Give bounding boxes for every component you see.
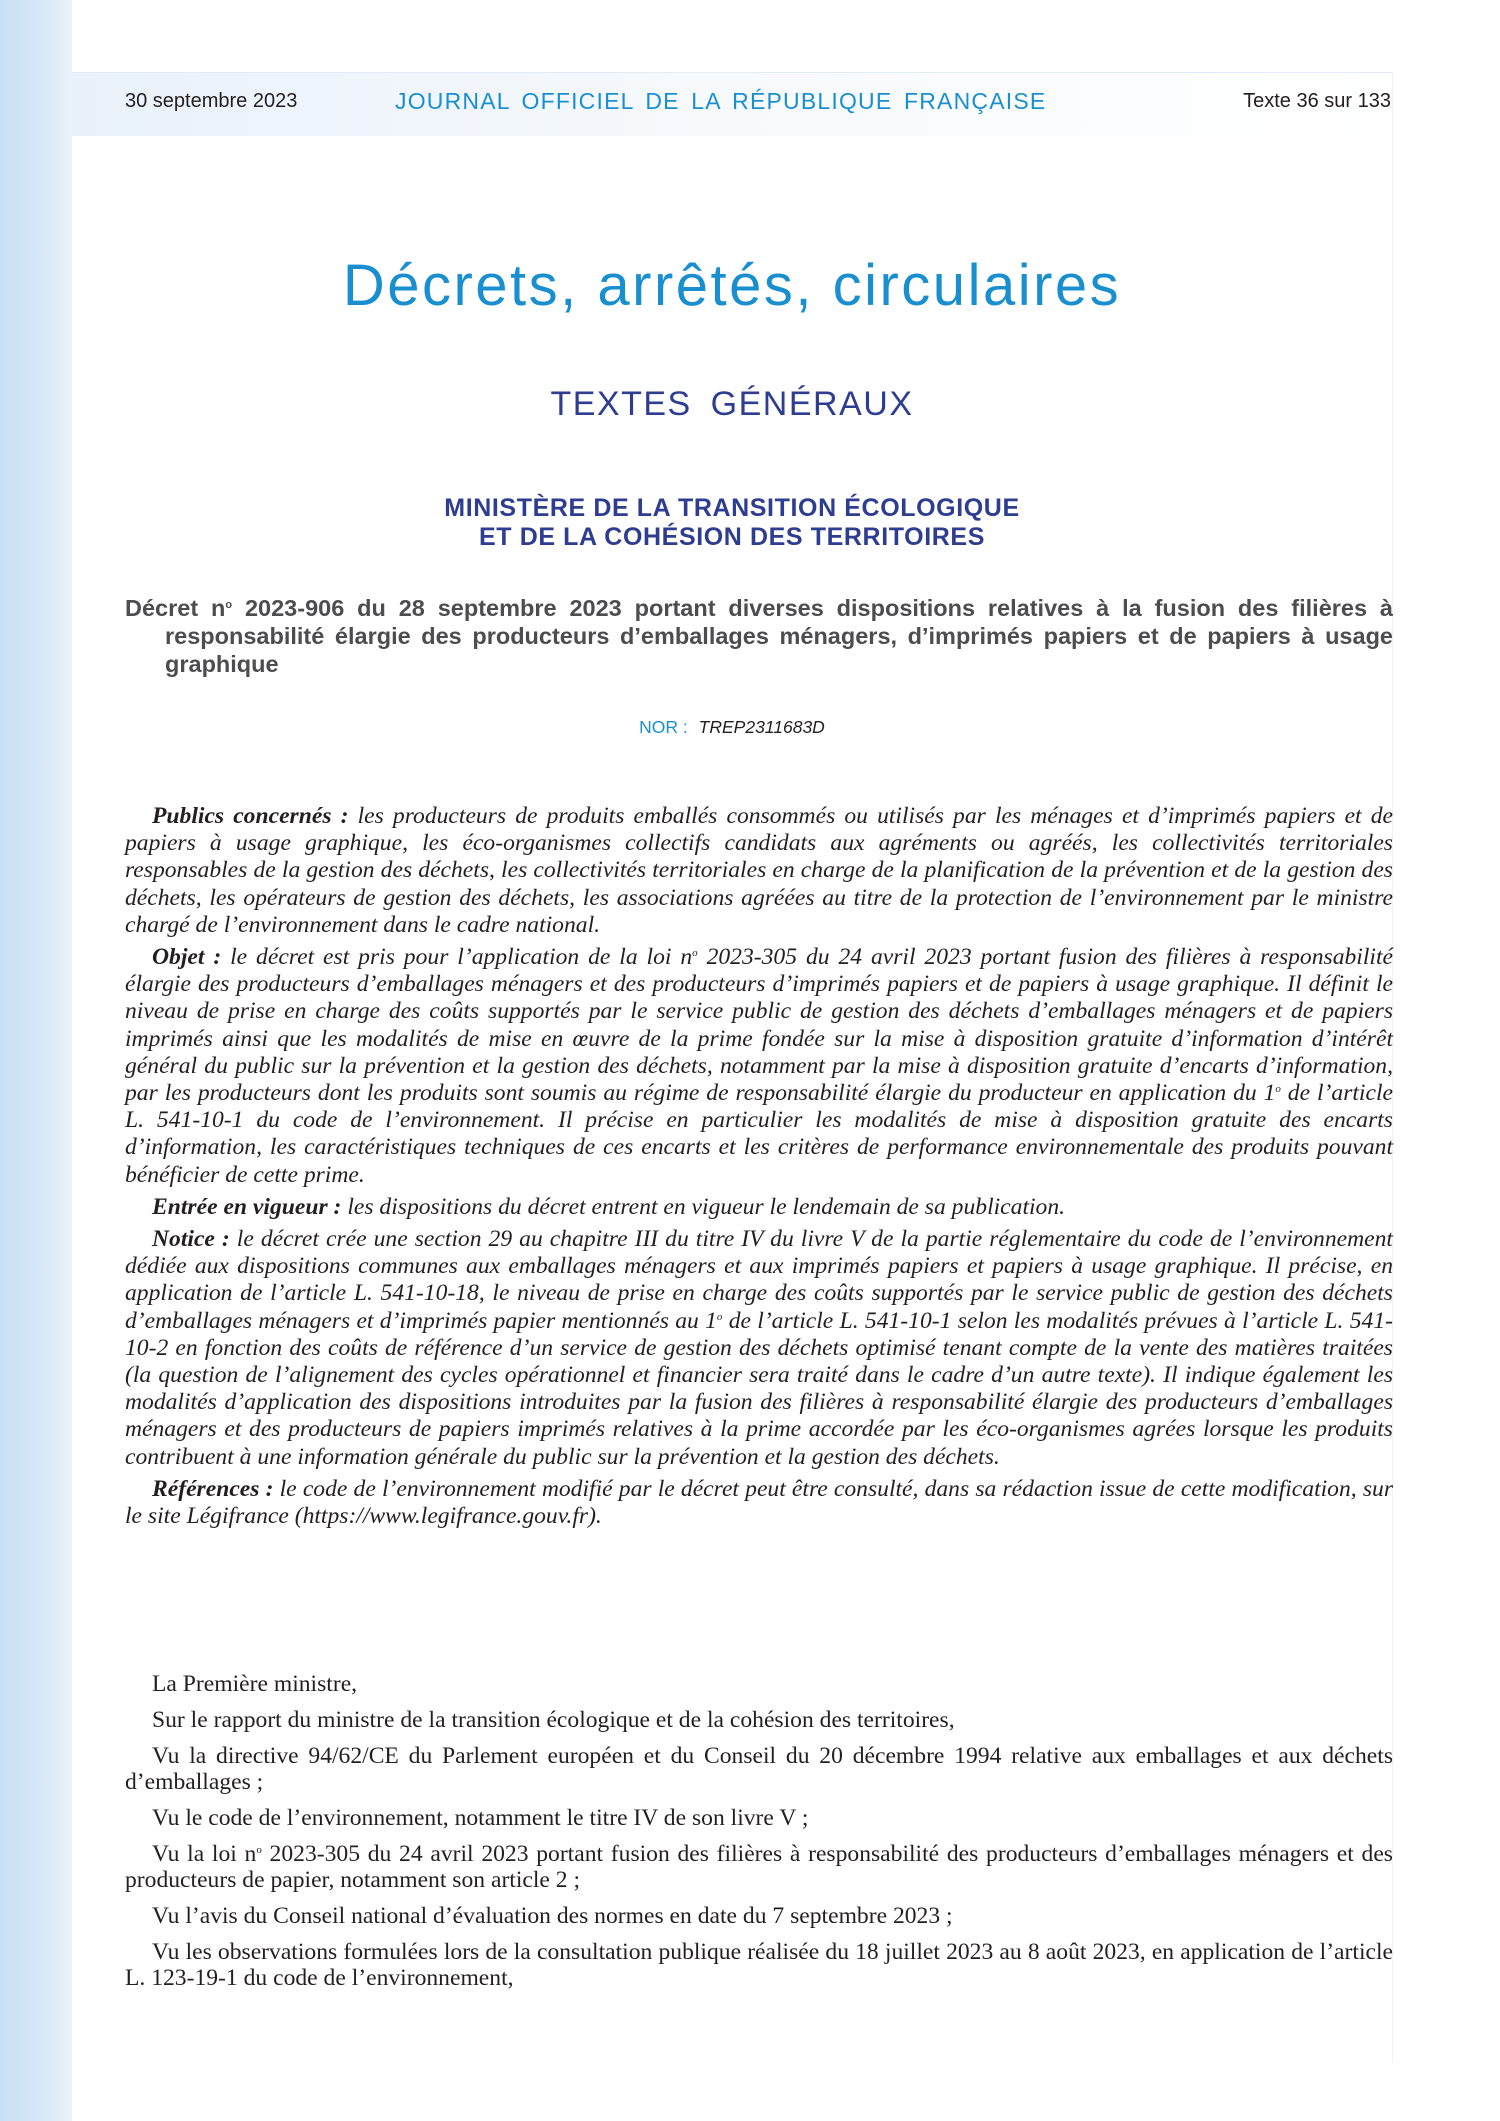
notice-label: Notice :	[152, 1226, 230, 1253]
body-paragraph: La Première ministre,	[152, 1671, 358, 1697]
decree-title-rest: 2023-906 du 28 septembre 2023 portant diverses dispositions relatives à la fusion des filières à responsabilité élargie des producteurs d’emballages ménagers, d’imprimés papiers et de papiers à usage graphique	[165, 595, 1393, 677]
ministry-name	[72, 494, 1392, 552]
section-title: TEXTES GÉNÉRAUX	[550, 385, 914, 423]
body-paragraph: Sur le rapport du ministre de la transition écologique et de la cohésion des territoires,	[152, 1707, 955, 1733]
body-p5-b: 2023-305 du 24 avril 2023 portant fusion des filières à responsabilité des producteurs d’emballages ménagers et des producteurs de papier, notamment son article 2 ;	[125, 1841, 1393, 1893]
objet-label: Objet :	[152, 944, 222, 971]
decree-title-sup: o	[225, 599, 233, 611]
summary-objet	[125, 944, 1393, 1189]
body-p5-sup: o	[256, 1844, 262, 1856]
body-p5-a: Vu la loi n	[152, 1841, 257, 1867]
body-paragraph: Vu la directive 94/62/CE du Parlement européen et du Conseil du 20 décembre 1994 relative aux emballages et aux déchets d’emballages ;	[125, 1743, 1393, 1795]
ministry-line-2: ET DE LA COHÉSION DES TERRITOIRES	[479, 523, 985, 551]
entree-label: Entrée en vigueur :	[152, 1193, 342, 1220]
objet-text-2: 2023-305 du 24 avril 2023 portant fusion des filières à responsabilité élargie des producteurs d’emballages ménagers et des producteurs d’imprimés papiers et de papiers à usage graphique. Il définit le niveau de prise en charge des coûts supportés par le service public de gestion des déchets d’emballages ménagers et de papiers imprimés ainsi que les modalités de mise en œuvre de la prime fondée sur la mise à disposition gratuite d’information d’intérêt général du public sur la prévention et la gestion des déchets, notamment par la mise à disposition gratuite d’encarts d’information, par les producteurs dont les produits sont soumis au régime de responsabilité élargie du producteur en application du 1	[125, 944, 1393, 1107]
nor-line	[72, 717, 1392, 738]
entree-text: les dispositions du décret entrent en vigueur le lendemain de sa publication.	[341, 1193, 1066, 1220]
text-number: Texte 36 sur 133	[1243, 90, 1391, 112]
body-paragraph: Vu les observations formulées lors de la consultation publique réalisée du 18 juillet 2023 au 8 août 2023, en application de l’article L. 123-19-1 du code de l’environnement,	[125, 1939, 1393, 1991]
summary-publics	[125, 803, 1393, 939]
body-paragraph	[125, 1841, 1393, 1893]
references-label: Références :	[152, 1475, 274, 1502]
publics-label: Publics concernés :	[152, 803, 349, 829]
references-text: le code de l’environnement modifié par le décret peut être consulté, dans sa rédaction issue de cette modification, sur le site Légifrance (https://www.legifrance.gouv.fr).	[125, 1475, 1393, 1530]
notice-text-2: de l’article L. 541-10-1 selon les modalités prévues à l’article L. 541-10-2 en fonction des coûts de référence d’un service de gestion des déchets optimisé tenant compte de la vente des matières traitées (la question de l’alignement des cycles opérationnel et financier sera traité dans le cadre d’un autre texte). Il indique également les modalités d’application des dispositions introduites par la fusion des filières à responsabilité élargie des producteurs d’emballages ménagers et des producteurs de papiers imprimés relatives à la prime accordée par les éco-organismes agrées lorsque les produits contribuent à une information générale du public sur la prévention et la gestion des déchets.	[125, 1307, 1393, 1470]
summary-references	[125, 1476, 1393, 1530]
main-title: Décrets, arrêtés, circulaires	[342, 253, 1122, 318]
decree-title	[125, 594, 1393, 678]
objet-text-1: le décret est pris pour l’application de la loi n	[221, 944, 693, 971]
decree-body	[125, 1671, 1393, 2001]
publics-text: les producteurs de produits emballés consommés ou utilisés par les ménages et d’imprimés papiers et de papiers à usage graphique, les éco-organismes collectifs candidats aux agréments ou agréés, les collectivités territoriales responsables de la gestion des déchets, les collectivités territoriales en charge de la planification de la prévention et de la gestion des déchets, les opérateurs de gestion des déchets, les associations agréées au titre de la protection de l’environnement par le ministre chargé de l’environnement dans le cadre national.	[125, 803, 1393, 938]
nor-label: NOR :	[639, 717, 688, 737]
header-date: 30 septembre 2023	[125, 90, 298, 112]
decree-title-prefix: Décret n	[125, 595, 226, 621]
page-header	[125, 86, 1391, 116]
summary-notice	[125, 1226, 1393, 1471]
notice-sup: o	[716, 1310, 723, 1323]
left-margin-band	[0, 0, 72, 2121]
body-paragraph: Vu l’avis du Conseil national d’évaluation des normes en date du 7 septembre 2023 ;	[152, 1903, 953, 1929]
objet-sup-2: o	[1275, 1083, 1281, 1096]
body-paragraph: Vu le code de l’environnement, notamment le titre IV de son livre V ;	[152, 1805, 809, 1831]
notice-text-1: le décret crée une section 29 au chapitre III du titre IV du livre V de la partie réglementaire du code de l’environnement dédiée aux dispositions communes aux emballages ménagers et aux imprimés papiers et papiers à usage graphique. Il précise, en application de l’article L. 541-10-18, le niveau de prise en charge des coûts supportés par le service public de gestion des déchets d’emballages ménagers et d’imprimés papier mentionnés au 1	[125, 1226, 1393, 1334]
decree-summary	[125, 803, 1393, 1535]
objet-text-3: de l’article L. 541-10-1 du code de l’environnement. Il précise en particulier les modalités de mise à disposition gratuite des encarts d’information, les caractéristiques techniques de ces encarts et les critères de performance environnementale des produits pouvant bénéficier de cette prime.	[125, 1080, 1393, 1188]
objet-sup-1: o	[692, 947, 698, 960]
ministry-line-1: MINISTÈRE DE LA TRANSITION ÉCOLOGIQUE	[444, 494, 1020, 522]
journal-name: JOURNAL OFFICIEL DE LA RÉPUBLIQUE FRANÇAISE	[395, 88, 1047, 114]
nor-value: TREP2311683D	[698, 717, 825, 737]
summary-entree	[125, 1194, 1393, 1221]
